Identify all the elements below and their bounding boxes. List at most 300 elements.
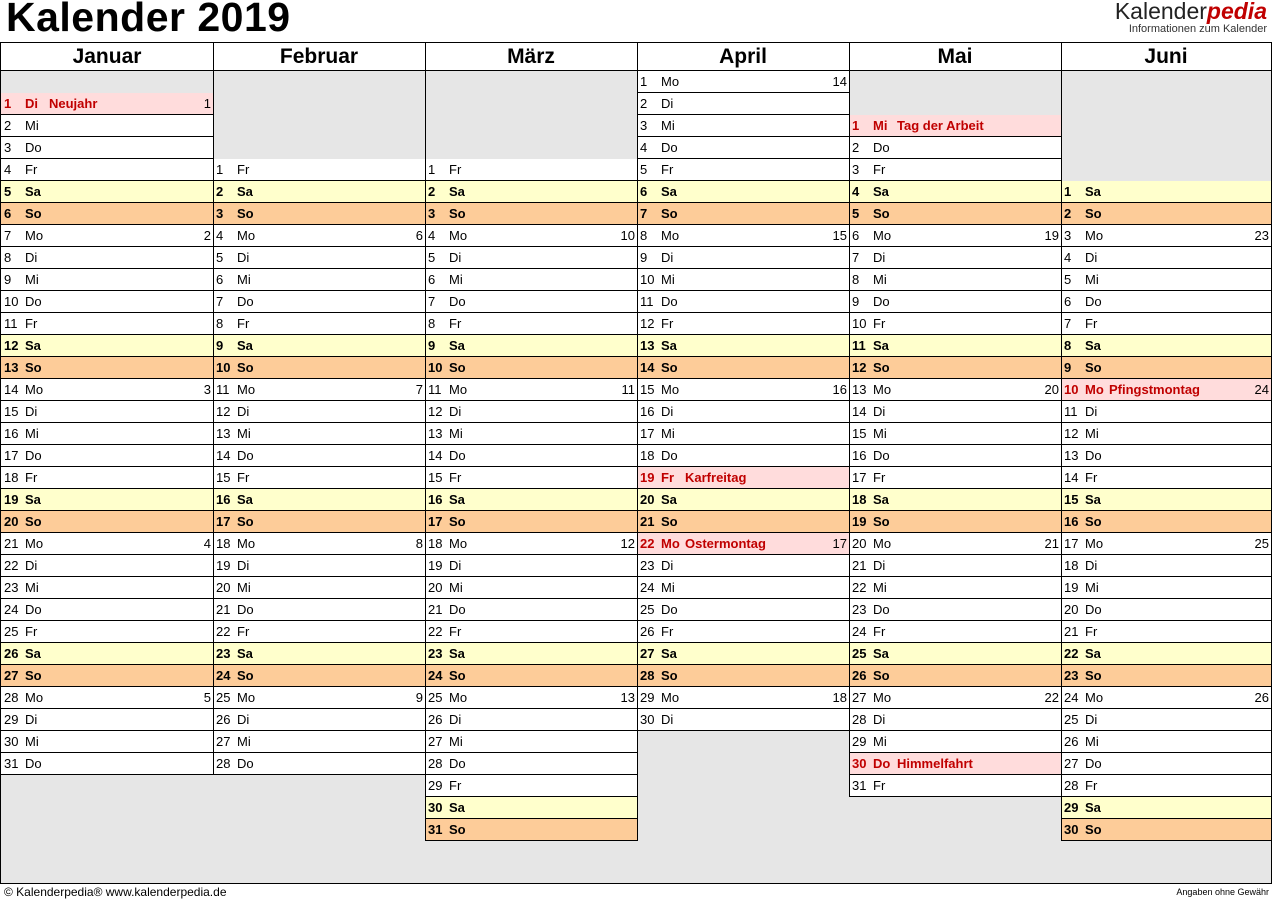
day-cell[interactable] bbox=[849, 621, 1061, 643]
day-cell[interactable] bbox=[425, 291, 637, 313]
day-cell[interactable] bbox=[1061, 511, 1271, 533]
day-number: 6 bbox=[216, 272, 224, 287]
weekday: Mo bbox=[661, 690, 680, 705]
day-number: 17 bbox=[852, 470, 867, 485]
day-cell[interactable] bbox=[213, 247, 425, 269]
day-number: 30 bbox=[1064, 822, 1079, 837]
day-cell[interactable] bbox=[1061, 775, 1271, 797]
day-number: 23 bbox=[216, 646, 231, 661]
day-number: 23 bbox=[1064, 668, 1079, 683]
day-cell[interactable] bbox=[1061, 599, 1271, 621]
weekday: Fr bbox=[25, 162, 38, 177]
day-cell[interactable] bbox=[425, 687, 637, 709]
month-header: Januar bbox=[1, 43, 213, 71]
day-cell[interactable] bbox=[425, 335, 637, 357]
day-cell[interactable] bbox=[637, 159, 849, 181]
day-cell[interactable] bbox=[1, 709, 213, 731]
day-cell[interactable] bbox=[425, 313, 637, 335]
day-cell[interactable] bbox=[1061, 181, 1271, 203]
day-cell[interactable] bbox=[425, 489, 637, 511]
day-cell[interactable] bbox=[213, 643, 425, 665]
day-cell[interactable] bbox=[425, 797, 637, 819]
column-divider bbox=[849, 43, 850, 797]
weekday: Fr bbox=[449, 624, 462, 639]
day-cell[interactable] bbox=[1, 533, 213, 555]
day-cell[interactable] bbox=[1, 269, 213, 291]
day-cell[interactable] bbox=[849, 467, 1061, 489]
day-cell[interactable] bbox=[425, 511, 637, 533]
calendar-grid bbox=[0, 42, 1272, 884]
day-number: 13 bbox=[852, 382, 867, 397]
day-number: 29 bbox=[640, 690, 655, 705]
weekday: Do bbox=[25, 448, 42, 463]
day-number: 6 bbox=[4, 206, 12, 221]
day-cell[interactable] bbox=[637, 313, 849, 335]
holiday-name: Neujahr bbox=[49, 96, 98, 111]
weekday: Mo bbox=[237, 536, 256, 551]
day-cell[interactable] bbox=[849, 687, 1061, 709]
day-number: 8 bbox=[1064, 338, 1072, 353]
day-number: 18 bbox=[216, 536, 231, 551]
week-number: 9 bbox=[415, 690, 423, 705]
day-number: 3 bbox=[428, 206, 436, 221]
holiday-cell[interactable] bbox=[637, 467, 849, 489]
day-cell[interactable] bbox=[1061, 709, 1271, 731]
day-cell[interactable] bbox=[637, 335, 849, 357]
day-cell[interactable] bbox=[213, 269, 425, 291]
day-cell[interactable] bbox=[849, 225, 1061, 247]
weekday: Do bbox=[25, 294, 42, 309]
day-cell[interactable] bbox=[1, 335, 213, 357]
day-cell[interactable] bbox=[1061, 533, 1271, 555]
day-cell[interactable] bbox=[1061, 423, 1271, 445]
day-cell[interactable] bbox=[849, 511, 1061, 533]
day-number: 19 bbox=[4, 492, 19, 507]
day-cell[interactable] bbox=[849, 599, 1061, 621]
day-cell[interactable] bbox=[637, 489, 849, 511]
day-number: 13 bbox=[1064, 448, 1079, 463]
day-cell[interactable] bbox=[1061, 313, 1271, 335]
day-cell[interactable] bbox=[1061, 819, 1271, 841]
day-cell[interactable] bbox=[1061, 225, 1271, 247]
day-number: 24 bbox=[640, 580, 655, 595]
day-cell[interactable] bbox=[637, 247, 849, 269]
day-cell[interactable] bbox=[849, 247, 1061, 269]
day-cell[interactable] bbox=[425, 731, 637, 753]
day-cell[interactable] bbox=[1061, 291, 1271, 313]
day-number: 30 bbox=[428, 800, 443, 815]
day-number: 23 bbox=[4, 580, 19, 595]
day-cell[interactable] bbox=[213, 445, 425, 467]
day-cell[interactable] bbox=[637, 357, 849, 379]
day-number: 1 bbox=[1064, 184, 1072, 199]
day-cell[interactable] bbox=[1, 445, 213, 467]
day-cell[interactable] bbox=[849, 379, 1061, 401]
day-cell[interactable] bbox=[213, 489, 425, 511]
column-divider bbox=[1061, 43, 1062, 841]
month-header: Mai bbox=[849, 43, 1061, 71]
day-number: 26 bbox=[640, 624, 655, 639]
day-cell[interactable] bbox=[1061, 753, 1271, 775]
day-cell[interactable] bbox=[1061, 401, 1271, 423]
day-cell[interactable] bbox=[213, 379, 425, 401]
day-cell[interactable] bbox=[849, 203, 1061, 225]
day-number: 16 bbox=[4, 426, 19, 441]
weekday: Sa bbox=[449, 184, 465, 199]
day-cell[interactable] bbox=[1, 467, 213, 489]
day-cell[interactable] bbox=[849, 291, 1061, 313]
day-cell[interactable] bbox=[1, 137, 213, 159]
day-number: 14 bbox=[852, 404, 867, 419]
day-number: 11 bbox=[4, 316, 18, 331]
week-number: 1 bbox=[203, 96, 211, 111]
brand-logo[interactable] bbox=[1115, 0, 1267, 36]
day-cell[interactable] bbox=[849, 181, 1061, 203]
day-cell[interactable] bbox=[1061, 577, 1271, 599]
holiday-name: Pfingstmontag bbox=[1109, 382, 1200, 397]
day-cell[interactable] bbox=[849, 775, 1061, 797]
day-cell[interactable] bbox=[213, 709, 425, 731]
weekday: Do bbox=[1085, 602, 1102, 617]
brand-main: Kalender bbox=[1114, 0, 1207, 24]
weekday: So bbox=[1085, 360, 1102, 375]
weekday: Mo bbox=[449, 382, 468, 397]
day-number: 16 bbox=[428, 492, 443, 507]
day-cell[interactable] bbox=[1, 599, 213, 621]
day-number: 17 bbox=[1064, 536, 1079, 551]
day-cell[interactable] bbox=[637, 137, 849, 159]
day-number: 14 bbox=[216, 448, 231, 463]
day-cell[interactable] bbox=[1, 621, 213, 643]
day-cell[interactable] bbox=[425, 709, 637, 731]
day-cell[interactable] bbox=[1061, 467, 1271, 489]
day-cell[interactable] bbox=[849, 731, 1061, 753]
day-cell[interactable] bbox=[213, 731, 425, 753]
day-cell[interactable] bbox=[213, 533, 425, 555]
weekday: Di bbox=[873, 558, 886, 573]
month-header: Februar bbox=[213, 43, 425, 71]
weekday: Sa bbox=[661, 338, 677, 353]
day-cell[interactable] bbox=[425, 665, 637, 687]
day-cell[interactable] bbox=[849, 665, 1061, 687]
day-cell[interactable] bbox=[1, 357, 213, 379]
day-cell[interactable] bbox=[213, 753, 425, 775]
day-cell[interactable] bbox=[849, 533, 1061, 555]
day-cell[interactable] bbox=[637, 445, 849, 467]
holiday-cell[interactable] bbox=[637, 533, 849, 555]
weekday: Sa bbox=[449, 492, 465, 507]
day-number: 29 bbox=[4, 712, 19, 727]
day-cell[interactable] bbox=[1, 753, 213, 775]
day-cell[interactable] bbox=[637, 203, 849, 225]
day-cell[interactable] bbox=[637, 269, 849, 291]
day-cell[interactable] bbox=[849, 335, 1061, 357]
weekday: Fr bbox=[1085, 778, 1098, 793]
weekday: Di bbox=[661, 712, 674, 727]
day-cell[interactable] bbox=[425, 247, 637, 269]
day-cell[interactable] bbox=[849, 643, 1061, 665]
day-cell[interactable] bbox=[1061, 797, 1271, 819]
day-cell[interactable] bbox=[849, 269, 1061, 291]
holiday-cell[interactable] bbox=[849, 753, 1061, 775]
weekday: Mi bbox=[237, 734, 251, 749]
day-cell[interactable] bbox=[637, 423, 849, 445]
day-cell[interactable] bbox=[1061, 621, 1271, 643]
day-cell[interactable] bbox=[1, 423, 213, 445]
weekday: Di bbox=[661, 558, 674, 573]
weekday: Mo bbox=[25, 536, 44, 551]
day-cell[interactable] bbox=[1, 203, 213, 225]
weekday: So bbox=[661, 360, 678, 375]
day-number: 7 bbox=[4, 228, 12, 243]
week-number: 15 bbox=[832, 228, 847, 243]
day-cell[interactable] bbox=[637, 71, 849, 93]
day-cell[interactable] bbox=[637, 181, 849, 203]
day-cell[interactable] bbox=[1, 665, 213, 687]
day-cell[interactable] bbox=[213, 599, 425, 621]
day-number: 7 bbox=[640, 206, 648, 221]
day-number: 22 bbox=[428, 624, 443, 639]
weekday: Do bbox=[449, 448, 466, 463]
day-cell[interactable] bbox=[425, 643, 637, 665]
day-cell[interactable] bbox=[1061, 247, 1271, 269]
day-cell[interactable] bbox=[425, 159, 637, 181]
day-cell[interactable] bbox=[1061, 203, 1271, 225]
day-cell[interactable] bbox=[637, 555, 849, 577]
day-cell[interactable] bbox=[213, 665, 425, 687]
day-cell[interactable] bbox=[425, 379, 637, 401]
day-cell[interactable] bbox=[213, 203, 425, 225]
day-cell[interactable] bbox=[849, 357, 1061, 379]
day-cell[interactable] bbox=[425, 621, 637, 643]
day-cell[interactable] bbox=[213, 555, 425, 577]
day-cell[interactable] bbox=[637, 379, 849, 401]
week-number: 7 bbox=[415, 382, 423, 397]
weekday: Mo bbox=[661, 536, 680, 551]
day-cell[interactable] bbox=[849, 159, 1061, 181]
day-cell[interactable] bbox=[213, 423, 425, 445]
day-cell[interactable] bbox=[425, 203, 637, 225]
day-cell[interactable] bbox=[1, 247, 213, 269]
day-cell[interactable] bbox=[637, 599, 849, 621]
week-number: 2 bbox=[203, 228, 211, 243]
day-cell[interactable] bbox=[637, 401, 849, 423]
day-cell[interactable] bbox=[1061, 445, 1271, 467]
weekday: Di bbox=[25, 404, 38, 419]
day-number: 3 bbox=[852, 162, 860, 177]
day-cell[interactable] bbox=[213, 335, 425, 357]
day-cell[interactable] bbox=[425, 467, 637, 489]
weekday: Do bbox=[449, 294, 466, 309]
day-cell[interactable] bbox=[849, 709, 1061, 731]
day-number: 28 bbox=[640, 668, 655, 683]
weekday: So bbox=[25, 206, 42, 221]
weekday: Mi bbox=[25, 426, 39, 441]
day-number: 25 bbox=[852, 646, 867, 661]
day-number: 26 bbox=[4, 646, 19, 661]
day-cell[interactable] bbox=[1, 313, 213, 335]
day-number: 7 bbox=[428, 294, 436, 309]
day-cell[interactable] bbox=[425, 269, 637, 291]
weekday: Mi bbox=[25, 734, 39, 749]
day-cell[interactable] bbox=[1, 291, 213, 313]
day-cell[interactable] bbox=[1, 401, 213, 423]
day-number: 17 bbox=[640, 426, 655, 441]
day-cell[interactable] bbox=[637, 687, 849, 709]
day-number: 28 bbox=[428, 756, 443, 771]
day-cell[interactable] bbox=[1, 379, 213, 401]
day-cell[interactable] bbox=[425, 357, 637, 379]
day-cell[interactable] bbox=[213, 401, 425, 423]
day-cell[interactable] bbox=[425, 533, 637, 555]
day-cell[interactable] bbox=[425, 753, 637, 775]
day-cell[interactable] bbox=[1, 181, 213, 203]
day-cell[interactable] bbox=[213, 291, 425, 313]
day-number: 30 bbox=[4, 734, 19, 749]
weekday: Fr bbox=[661, 470, 674, 485]
weekday: Fr bbox=[449, 162, 462, 177]
day-cell[interactable] bbox=[425, 819, 637, 841]
holiday-cell[interactable] bbox=[1, 93, 213, 115]
week-number: 12 bbox=[620, 536, 635, 551]
weekday: Mi bbox=[449, 734, 463, 749]
day-cell[interactable] bbox=[213, 159, 425, 181]
day-cell[interactable] bbox=[849, 577, 1061, 599]
day-number: 16 bbox=[1064, 514, 1079, 529]
day-cell[interactable] bbox=[637, 93, 849, 115]
day-cell[interactable] bbox=[425, 445, 637, 467]
holiday-cell[interactable] bbox=[1061, 379, 1271, 401]
day-number: 13 bbox=[4, 360, 19, 375]
day-cell[interactable] bbox=[1061, 555, 1271, 577]
day-cell[interactable] bbox=[849, 313, 1061, 335]
day-cell[interactable] bbox=[637, 225, 849, 247]
day-number: 21 bbox=[1064, 624, 1079, 639]
day-cell[interactable] bbox=[1, 511, 213, 533]
day-number: 2 bbox=[640, 96, 648, 111]
day-cell[interactable] bbox=[425, 555, 637, 577]
day-cell[interactable] bbox=[1061, 731, 1271, 753]
weekday: Sa bbox=[449, 800, 465, 815]
weekday: Do bbox=[661, 448, 678, 463]
day-number: 9 bbox=[4, 272, 12, 287]
holiday-name: Ostermontag bbox=[685, 536, 766, 551]
day-cell[interactable] bbox=[213, 357, 425, 379]
day-cell[interactable] bbox=[1, 577, 213, 599]
day-cell[interactable] bbox=[1, 225, 213, 247]
weekday: Mi bbox=[873, 272, 887, 287]
weekday: Mi bbox=[1085, 580, 1099, 595]
day-number: 10 bbox=[428, 360, 443, 375]
day-cell[interactable] bbox=[425, 181, 637, 203]
day-cell[interactable] bbox=[637, 511, 849, 533]
day-cell[interactable] bbox=[849, 445, 1061, 467]
day-cell[interactable] bbox=[1061, 665, 1271, 687]
day-cell[interactable] bbox=[1, 159, 213, 181]
day-cell[interactable] bbox=[213, 225, 425, 247]
week-number: 10 bbox=[620, 228, 635, 243]
day-cell[interactable] bbox=[1061, 357, 1271, 379]
day-cell[interactable] bbox=[425, 775, 637, 797]
day-cell[interactable] bbox=[425, 423, 637, 445]
day-cell[interactable] bbox=[1, 555, 213, 577]
week-number: 14 bbox=[832, 74, 847, 89]
day-number: 15 bbox=[640, 382, 655, 397]
day-cell[interactable] bbox=[1061, 269, 1271, 291]
weekday: Sa bbox=[237, 338, 253, 353]
day-cell[interactable] bbox=[849, 489, 1061, 511]
day-cell[interactable] bbox=[1, 731, 213, 753]
week-number: 16 bbox=[832, 382, 847, 397]
day-cell[interactable] bbox=[1061, 687, 1271, 709]
day-cell[interactable] bbox=[1061, 335, 1271, 357]
day-cell[interactable] bbox=[1061, 489, 1271, 511]
weekday: Sa bbox=[449, 646, 465, 661]
weekday: Di bbox=[237, 558, 250, 573]
week-number: 13 bbox=[620, 690, 635, 705]
day-cell[interactable] bbox=[637, 621, 849, 643]
day-cell[interactable] bbox=[213, 511, 425, 533]
weekday: Di bbox=[237, 250, 250, 265]
day-number: 22 bbox=[1064, 646, 1079, 661]
day-cell[interactable] bbox=[849, 555, 1061, 577]
day-number: 4 bbox=[428, 228, 436, 243]
week-number: 21 bbox=[1044, 536, 1059, 551]
day-cell[interactable] bbox=[637, 643, 849, 665]
weekday: Mo bbox=[1085, 536, 1104, 551]
weekday: Mo bbox=[237, 382, 256, 397]
weekday: Do bbox=[449, 602, 466, 617]
day-cell[interactable] bbox=[849, 137, 1061, 159]
day-cell[interactable] bbox=[849, 401, 1061, 423]
holiday-cell[interactable] bbox=[849, 115, 1061, 137]
day-cell[interactable] bbox=[1, 687, 213, 709]
day-cell[interactable] bbox=[637, 709, 849, 731]
day-cell[interactable] bbox=[213, 313, 425, 335]
day-cell[interactable] bbox=[213, 687, 425, 709]
day-number: 8 bbox=[852, 272, 860, 287]
day-number: 3 bbox=[640, 118, 648, 133]
weekday: Do bbox=[237, 294, 254, 309]
week-number: 23 bbox=[1254, 228, 1269, 243]
day-cell[interactable] bbox=[213, 467, 425, 489]
day-number: 31 bbox=[4, 756, 19, 771]
day-cell[interactable] bbox=[1, 643, 213, 665]
day-cell[interactable] bbox=[213, 577, 425, 599]
day-cell[interactable] bbox=[849, 423, 1061, 445]
day-cell[interactable] bbox=[213, 621, 425, 643]
day-cell[interactable] bbox=[1061, 643, 1271, 665]
day-cell[interactable] bbox=[637, 291, 849, 313]
day-number: 1 bbox=[852, 118, 860, 133]
day-cell[interactable] bbox=[637, 115, 849, 137]
day-cell[interactable] bbox=[425, 401, 637, 423]
day-number: 6 bbox=[852, 228, 860, 243]
day-cell[interactable] bbox=[637, 577, 849, 599]
day-cell[interactable] bbox=[1, 489, 213, 511]
day-number: 5 bbox=[216, 250, 224, 265]
day-cell[interactable] bbox=[425, 225, 637, 247]
weekday: So bbox=[237, 668, 254, 683]
day-cell[interactable] bbox=[213, 181, 425, 203]
day-number: 5 bbox=[428, 250, 436, 265]
day-cell[interactable] bbox=[1, 115, 213, 137]
day-cell[interactable] bbox=[637, 665, 849, 687]
day-number: 22 bbox=[640, 536, 655, 551]
day-number: 13 bbox=[428, 426, 443, 441]
day-cell[interactable] bbox=[425, 577, 637, 599]
day-cell[interactable] bbox=[425, 599, 637, 621]
